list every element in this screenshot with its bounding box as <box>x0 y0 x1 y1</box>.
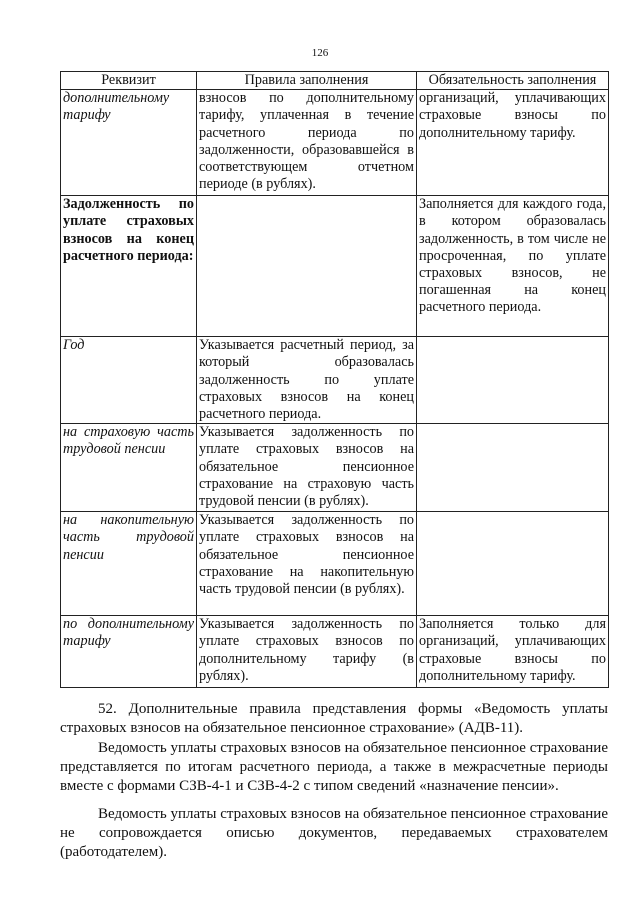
required-cell <box>417 512 609 616</box>
paragraph-text: 52. Дополнительные правила представления формы «Ведомость уплаты страховых взносов на обязательное пенсионное страхование» (АДВ-11). <box>60 701 608 736</box>
paragraph-text: Ведомость уплаты страховых взносов на обязательное пенсионное страхование представляется по итогам расчетного периода, а также в межрасчетные периоды вместе с формами СЗВ-4-1 и СЗВ-4-2 с типом сведений «назначение пенсии». <box>60 740 608 794</box>
rekvizit-cell: Год <box>61 337 197 424</box>
rekvizit-cell: на накопительную часть трудовой пенсии <box>61 512 197 616</box>
rules-cell: Указывается задолженность по уплате страховых взносов на обязательное пенсионное страхование на накопительную часть трудовой пенсии (в рублях). <box>197 512 417 616</box>
rekvizit-cell: дополнительному тарифу <box>61 90 197 196</box>
rekvizit-cell: по дополнительному тарифу <box>61 616 197 688</box>
table-row <box>61 616 609 688</box>
rules-cell <box>197 196 417 337</box>
required-cell <box>417 337 609 424</box>
page-number: 126 <box>311 47 329 59</box>
rules-cell: взносов по дополнительному тарифу, уплаченная в течение расчетного периода по задолженности, образовавшейся в соответствующем отчетном периоде (в рублях). <box>197 90 417 196</box>
rekvizit-cell: Задолженность по уплате страховых взносов на конец расчетного периода: <box>61 196 197 337</box>
rules-cell: Указывается задолженность по уплате страховых взносов по дополнительному тарифу (в рублях). <box>197 616 417 688</box>
table-row <box>61 196 609 337</box>
paragraph-vedomost-no-inventory <box>60 805 608 861</box>
required-cell: Заполняется для каждого года, в котором образовалась задолженность, в том числе не просроченная, по уплате страховых взносов, не погашенная на конец расчетного периода. <box>417 196 609 337</box>
table-row <box>61 424 609 512</box>
rules-cell: Указывается задолженность по уплате страховых взносов на обязательное пенсионное страхование на страховую часть трудовой пенсии (в рублях). <box>197 424 417 512</box>
required-cell: организаций, уплачивающих страховые взносы по дополнительному тарифу. <box>417 90 609 196</box>
table-row <box>61 512 609 616</box>
column-header-rules: Правила заполнения <box>197 72 417 90</box>
table-header-row <box>61 72 609 90</box>
rekvizit-cell: на страховую часть трудовой пенсии <box>61 424 197 512</box>
required-cell <box>417 424 609 512</box>
column-header-rekvizit: Реквизит <box>61 72 197 90</box>
rules-cell: Указывается расчетный период, за который образовалась задолженность по уплате страховых взносов на конец расчетного периода. <box>197 337 417 424</box>
paragraph-vedomost-submission <box>60 739 608 795</box>
paragraph-text: Ведомость уплаты страховых взносов на обязательное пенсионное страхование не сопровождается описью документов, передаваемых страхователем (работодателем). <box>60 806 608 860</box>
table-row <box>61 337 609 424</box>
paragraph-52 <box>60 700 608 738</box>
required-cell: Заполняется только для организаций, уплачивающих страховые взносы по дополнительному тарифу. <box>417 616 609 688</box>
table-row <box>61 90 609 196</box>
requisites-table <box>60 71 609 688</box>
column-header-required: Обязательность заполнения <box>417 72 609 90</box>
